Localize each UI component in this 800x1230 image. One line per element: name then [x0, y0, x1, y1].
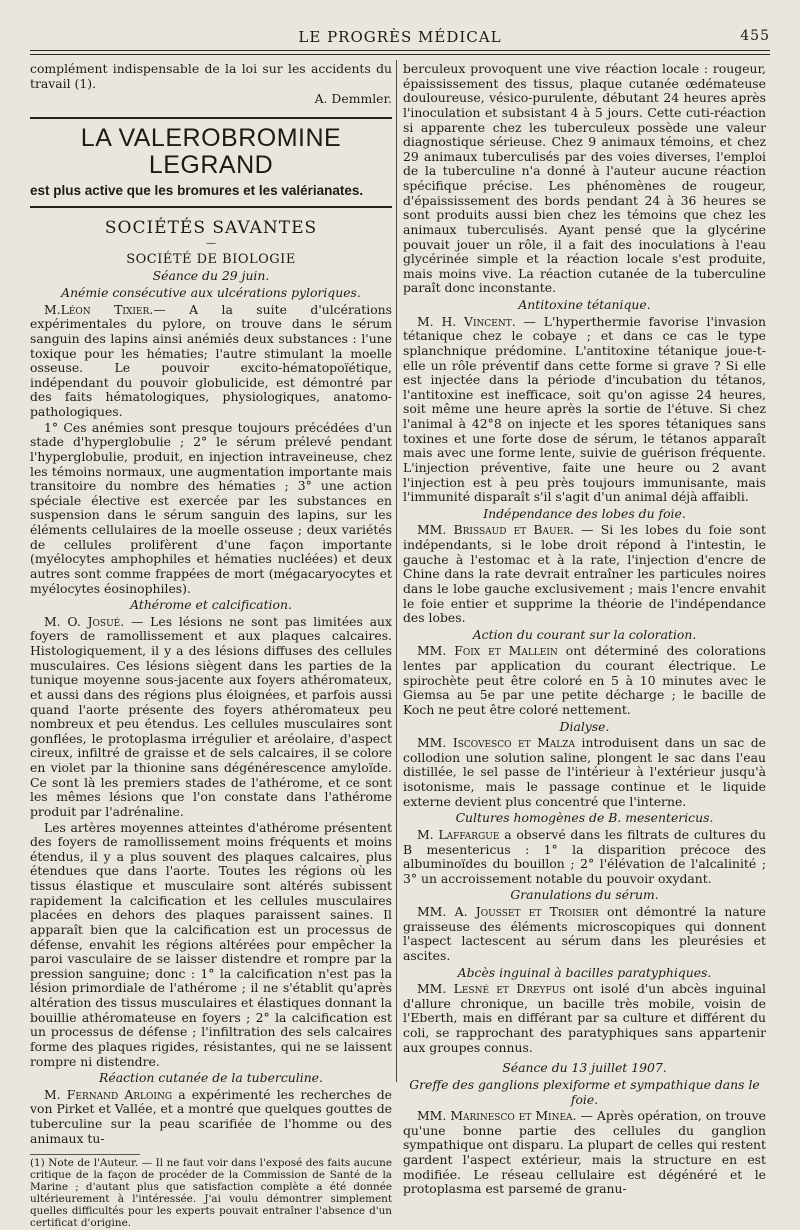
seance-date-2: Séance du 13 juillet 1907. — [502, 1060, 667, 1076]
brissaud-paragraph — [403, 523, 766, 625]
author-iscovesco: MM. Iscovesco et Malza — [417, 735, 576, 751]
antitoxine-heading: Antitoxine tétanique. — [518, 297, 651, 312]
author-vincent: M. H. Vincent. — [417, 313, 516, 329]
iscovesco-paragraph — [403, 736, 766, 809]
laffargue-paragraph — [403, 828, 766, 887]
intro-author: A. Demmler. — [314, 91, 392, 107]
author-foix: MM. Foix et Mallein — [417, 643, 558, 659]
jousset-text: ont démontré la nature graisseuse des éléments microscopiques qui donnent l'aspect lactescent au sérum dans les pleurésies et ascites. — [403, 904, 766, 963]
anemie-heading: Anémie consécutive aux ulcérations pyloriques. — [61, 285, 361, 301]
left-column — [30, 61, 392, 1230]
abces-heading: Abcès inguinal à bacilles paratyphiques. — [457, 964, 712, 980]
granulations-heading: Granulations du sérum. — [510, 887, 659, 903]
section-title: SOCIÉTÉS SAVANTES — [104, 218, 318, 239]
author-laffargue: M. Laffargue — [417, 826, 500, 842]
marinesco-paragraph — [403, 1109, 766, 1197]
greffe-heading: Greffe des ganglions plexiforme et sympathique dans le foie. — [409, 1076, 760, 1107]
header-rule-thin — [30, 54, 770, 55]
tixier-paragraph-2: 1° Ces anémies sont presque toujours précédées d'un stade d'hyperglobulie ; 2° le sérum prélevé pendant l'hyperglobulie, produit, en injection intraveineuse, chez les témoins normaux, une augmentation importante mais transitoire du nombre des hématies ; 3° une action spéciale élective est exercée par les substances en suspension dans le sérum sanguin des lapins, sur les éléments cellulaires de la moelle osseuse ; deux variétés de cellules prolifèrent d'une façon importante (myélocytes amphophiles et hématies nucléées) et deux autres sont comme frappées de mort (mégacaryocytes et myélocytes éosinophiles). — [30, 419, 392, 596]
marinesco-text: — Après opération, on trouve qu'une bonne partie des cellules du ganglion sympathique ont disparu. La plupart de celles qui restent gardent l'aspect extérieur, mais la structure en est modifiée. Le réseau cellulaire est dégénéré et le protoplasma est parsemé de granu- — [403, 1108, 766, 1197]
running-header — [30, 28, 770, 50]
foix-text: ont déterminé des colorations lentes par application du courant électrique. Le spirochète peut être coloré en 5 à 10 minutes avec le Giemsa au 5e par une petite décharge ; le bacille de Koch ne peut être coloré nettement. — [403, 643, 766, 717]
author-arloing: M. Fernand Arloing — [44, 1086, 173, 1102]
action-courant-heading: Action du courant sur la coloration. — [472, 626, 697, 642]
society-name: SOCIÉTÉ DE BIOLOGIE — [126, 252, 296, 268]
vincent-text: — L'hyperthermie favorise l'invasion tétanique chez le cobaye ; et dans ce cas le type splanchnique prédomine. L'antitoxine tétanique joue-t-elle un rôle préventif dans cette forme si grave ? Si elle est injectée dans la période d'incubation du tétanos, l'antitoxine est inefficace, soit qu'on agisse 24 heures, soit même une heure après la sortie de l'étuve. Si chez l'animal à 42°8 on injecte et les spores tétaniques sans toxines et une forte dose de sérum, le tétanos apparaît mais avec une forme lente, suivie de guérison fréquente. L'injection préventive, faite une heure ou 2 avant l'injection est à peu près toujours immunisante, mais l'immunité disparaît s'il s'agit d'un animal déjà affaibli. — [403, 313, 766, 505]
author-lesne: MM. Lesné et Dreyfus — [417, 981, 566, 997]
author-marinesco: MM. Marinesco et Minea. — [417, 1108, 577, 1124]
dialyse-heading: Dialyse. — [559, 718, 610, 734]
tixier-paragraph — [30, 303, 392, 420]
page-number: 455 — [740, 28, 770, 44]
tixier-text: — A la suite d'ulcérations expérimentales du pylore, on trouve dans le sérum sanguin des lapins ainsi anémiés deux substances : l'une toxique pour les hématies; l'autre stimulant la moelle osseuse. Le pouvoir excito-hématopoïétique, indépendant du pouvoir globulicide, est démontré par des faits hématologiques, physiologiques, anatomo-pathologiques. — [30, 301, 392, 420]
tuberculine-continuation: berculeux provoquent une vive réaction locale : rougeur, épaississement des tissus, plaque cutanée œdémateuse douloureuse, vésico-purulente, débutant 24 heures après l'inoculation et subsistant 4 à 5 jours. Cette cuti-réaction si apparente chez les tuberculeux possède une valeur diagnostique sérieuse. Chez 9 animaux témoins, et chez 29 animaux tuberculisés par des voies diverses, l'emploi de la tuberculine n'a donné à l'auteur aucune réaction spécifique précise. Les phénomènes de rougeur, d'épaississement des bords pendant 24 à 36 heures se sont produits aussi bien chez les témoins que chez les animaux tuberculisés. Ayant pensé que la glycérine pouvait jouer un rôle, il a fait des inoculations à l'eau glycérinée simple et la réaction locale s'est produite, mais moins vive. La réaction cutanée de la tuberculine paraît donc inconstante. — [403, 61, 766, 296]
jousset-paragraph — [403, 905, 766, 964]
arloing-paragraph — [30, 1088, 392, 1147]
footnote-rule — [30, 1154, 140, 1155]
intro-paragraph: complément indispensable de la loi sur les accidents du travail (1). — [30, 61, 392, 91]
iscovesco-text: introduisent dans un sac de collodion une solution saline, plongent le sac dans l'eau distillée, le sel passe de l'intérieur à l'extérieur jusqu'à isotonisme, mais le passage continue et le liquide externe devient plus concentré que l'interne. — [403, 735, 766, 809]
footnote: (1) Note de l'Auteur. — Il ne faut voir dans l'exposé des faits aucune critique de la façon de procéder de la Commission de Santé de la Marine ; d'autant plus que satisfaction complète a été donnée ultérieurement à l'intéressée. J'ai voulu démontrer simplement quelles difficultés pour les experts pouvait entraîner l'absence d'un certificat d'origine. — [30, 1157, 392, 1230]
independance-heading: Indépendance des lobes du foie. — [483, 505, 686, 521]
cultures-heading: Cultures homogènes de B. mesentericus. — [455, 810, 714, 826]
ad-text: est plus active que les bromures et les valérianates. — [30, 182, 364, 198]
column-divider — [396, 60, 397, 1082]
josue-paragraph — [30, 615, 392, 820]
author-brissaud: MM. Brissaud et Bauer. — [417, 522, 574, 538]
ad-title: LA VALEROBROMINE LEGRAND — [80, 123, 342, 180]
reaction-heading: Réaction cutanée de la tuberculine. — [99, 1070, 323, 1086]
josue-text: — Les lésions ne sont pas limitées aux foyers de ramollissement et aux plaques calcaires. Histologiquement, il y a des lésions diffuses des cellules musculaires. Ces lésions siègent dans les parties de la tunique moyenne sous-jacente aux foyers athéromateux, et aussi dans des régions plus éloignées, et parfois aussi quand l'aorte présente des foyers athéromateux peu nombreux et peu étendus. Les cellules musculaires sont gonflées, le protoplasma irrégulier et aréolaire, d'aspect cireux, infiltré de graisse et de sels calcaires, il se colore en violet par la thionine sans dégénérescence amyloïde. Ce sont là les premiers stades de l'athérome, et ce sont les mêmes lésions que l'on constate dans l'athérome produit par l'adrénaline. — [30, 613, 392, 819]
lesne-text: ont isolé d'un abcès inguinal d'allure chronique, un bacille très mobile, voisin de l'Eberth, mais en différant par sa culture et différent du coli, se rapprochant des paratyphiques sans appartenir aux groupes connus. — [403, 981, 766, 1055]
advertisement-box — [30, 117, 392, 208]
author-jousset: MM. A. Jousset et Troisier — [417, 904, 599, 919]
seance-date: Séance du 29 juin. — [152, 268, 270, 284]
brissaud-text: — Si les lobes du foie sont indépendants, si le lobe droit répond à l'intestin, le gauche à l'estomac et à la rate, l'injection d'encre de Chine dans la rate devrait entraîner les particules noires dans le lobe gauche exclusivement ; mais l'encre envahit le foie entier et supprime la théorie de l'indépendance des lobes. — [403, 522, 766, 626]
header-rule — [30, 50, 770, 51]
foix-paragraph — [403, 644, 766, 717]
arloing-text: a expérimenté les recherches de von Pirket et Vallée, et a montré que quelques gouttes de tuberculine sur la peau scarifiée de l'homme ou des animaux tu- — [30, 1086, 392, 1146]
right-column — [403, 61, 766, 1197]
josue-paragraph-2: Les artères moyennes atteintes d'athérome présentent des foyers de ramollissement moins fréquents et moins étendus, il y a plus souvent des plaques calcaires, plus étendues que dans l'aorte. Toutes les régions où les tissus élastique et musculaire sont altérés subissent rapidement la calcification et les cellules musculaires placées en dehors des plaques paraissent saines. Il apparaît bien que la calcification est un processus de défense, envahit les régions altérées pour empêcher la paroi vasculaire de se laisser distendre et rompre par la pression sanguine; donc : 1° la calcification n'est pas la lésion primordiale de l'athérome ; il ne s'établit qu'après altération des tissus musculaires et élastiques donnant la bouillie athéromateuse en foyers ; 2° la calcification est un processus de défense ; l'infiltration des sels calcaires forme des plaques rigides, résistantes, qui ne se laissent rompre ni distendre. — [30, 819, 392, 1069]
author-josue: M. O. Josué. — [44, 613, 125, 629]
section-divider: — — [206, 238, 216, 250]
vincent-paragraph — [403, 315, 766, 505]
lesne-paragraph — [403, 982, 766, 1055]
journal-title: LE PROGRÈS MÉDICAL — [298, 28, 502, 46]
atherome-heading: Athérome et calcification. — [130, 597, 292, 613]
laffargue-text: a observé dans les filtrats de cultures du B mesentericus : 1° la disparition précoce des albuminoïdes du bouillon ; 2° l'élévation de l'alcalinité ; 3° un accroissement notable du pouvoir oxydant. — [403, 826, 766, 886]
author-tixier: M.Léon Tixier. — [44, 301, 154, 317]
